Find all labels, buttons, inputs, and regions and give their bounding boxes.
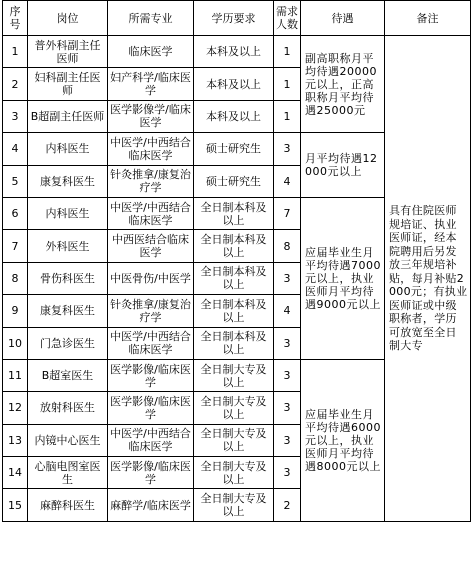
row-education: 全日制本科及以上 bbox=[194, 295, 274, 327]
row-no: 1 bbox=[3, 36, 28, 68]
row-count: 2 bbox=[274, 489, 301, 521]
row-major: 中医学/中西结合临床医学 bbox=[108, 197, 194, 229]
row-position: 康复科医生 bbox=[28, 165, 108, 197]
row-no: 4 bbox=[3, 133, 28, 165]
row-major: 医学影像/临床医学 bbox=[108, 359, 194, 391]
row-position: 内镜中心医生 bbox=[28, 424, 108, 456]
row-position: 门急诊医生 bbox=[28, 327, 108, 359]
row-count: 1 bbox=[274, 68, 301, 100]
row-position: 内科医生 bbox=[28, 133, 108, 165]
header-count: 需求人数 bbox=[274, 1, 301, 36]
row-no: 9 bbox=[3, 295, 28, 327]
row-education: 全日制本科及以上 bbox=[194, 262, 274, 294]
row-position: 外科医生 bbox=[28, 230, 108, 262]
row-education: 全日制大专及以上 bbox=[194, 489, 274, 521]
recruitment-table-container bbox=[2, 0, 471, 522]
table-row bbox=[3, 36, 471, 68]
row-education: 全日制本科及以上 bbox=[194, 327, 274, 359]
row-major: 中医学/中西结合临床医学 bbox=[108, 133, 194, 165]
row-education: 本科及以上 bbox=[194, 68, 274, 100]
row-major: 针灸推拿/康复治疗学 bbox=[108, 165, 194, 197]
row-no: 7 bbox=[3, 230, 28, 262]
row-no: 15 bbox=[3, 489, 28, 521]
row-education: 全日制大专及以上 bbox=[194, 424, 274, 456]
row-position: B超副主任医师 bbox=[28, 100, 108, 132]
row-major: 中医学/中西结合临床医学 bbox=[108, 424, 194, 456]
row-education: 全日制大专及以上 bbox=[194, 392, 274, 424]
recruitment-table bbox=[2, 0, 471, 522]
row-education: 全日制大专及以上 bbox=[194, 457, 274, 489]
row-no: 8 bbox=[3, 262, 28, 294]
row-education: 本科及以上 bbox=[194, 36, 274, 68]
row-major: 中医骨伤/中医学 bbox=[108, 262, 194, 294]
row-major: 医学影像/临床医学 bbox=[108, 457, 194, 489]
row-major: 医学影像学/临床医学 bbox=[108, 100, 194, 132]
header-major: 所需专业 bbox=[108, 1, 194, 36]
header-education: 学历要求 bbox=[194, 1, 274, 36]
row-major: 麻醉学/临床医学 bbox=[108, 489, 194, 521]
row-major: 临床医学 bbox=[108, 36, 194, 68]
row-no: 11 bbox=[3, 359, 28, 391]
row-no: 13 bbox=[3, 424, 28, 456]
row-no: 5 bbox=[3, 165, 28, 197]
row-count: 3 bbox=[274, 457, 301, 489]
row-count: 3 bbox=[274, 262, 301, 294]
row-position: 普外科副主任医师 bbox=[28, 36, 108, 68]
row-count: 1 bbox=[274, 100, 301, 132]
row-education: 全日制大专及以上 bbox=[194, 359, 274, 391]
row-count: 3 bbox=[274, 392, 301, 424]
row-major: 针灸推拿/康复治疗学 bbox=[108, 295, 194, 327]
salary-group-3: 应届毕业生月平均待遇7000元以上，执业医师月平均待遇9000元以上 bbox=[301, 197, 385, 359]
row-position: 内科医生 bbox=[28, 197, 108, 229]
row-count: 3 bbox=[274, 424, 301, 456]
row-count: 7 bbox=[274, 197, 301, 229]
row-count: 8 bbox=[274, 230, 301, 262]
row-major: 妇产科学/临床医学 bbox=[108, 68, 194, 100]
row-no: 10 bbox=[3, 327, 28, 359]
row-education: 全日制本科及以上 bbox=[194, 197, 274, 229]
row-no: 6 bbox=[3, 197, 28, 229]
row-education: 本科及以上 bbox=[194, 100, 274, 132]
row-count: 3 bbox=[274, 327, 301, 359]
row-no: 2 bbox=[3, 68, 28, 100]
row-major: 中医学/中西结合临床医学 bbox=[108, 327, 194, 359]
row-education: 全日制本科及以上 bbox=[194, 230, 274, 262]
header-salary: 待遇 bbox=[301, 1, 385, 36]
row-count: 1 bbox=[274, 36, 301, 68]
row-major: 医学影像/临床医学 bbox=[108, 392, 194, 424]
header-no: 序号 bbox=[3, 1, 28, 36]
salary-group-2: 月平均待遇12000元以上 bbox=[301, 133, 385, 198]
row-position: 放射科医生 bbox=[28, 392, 108, 424]
row-position: 心脑电图室医生 bbox=[28, 457, 108, 489]
row-count: 3 bbox=[274, 133, 301, 165]
row-position: 骨伤科医生 bbox=[28, 262, 108, 294]
row-position: B超室医生 bbox=[28, 359, 108, 391]
row-no: 12 bbox=[3, 392, 28, 424]
row-no: 3 bbox=[3, 100, 28, 132]
row-education: 硕士研究生 bbox=[194, 133, 274, 165]
row-position: 妇科副主任医师 bbox=[28, 68, 108, 100]
remarks-cell: 具有住院医师规培证、执业医师证，经本院聘用后另发放三年规培补贴，每月补贴2000元；有执业医师证或中级职称者，学历可放宽至全日制大专 bbox=[385, 36, 471, 522]
row-count: 3 bbox=[274, 359, 301, 391]
salary-group-4: 应届毕业生月平均待遇6000元以上，执业医师月平均待遇8000元以上 bbox=[301, 359, 385, 521]
row-position: 麻醉科医生 bbox=[28, 489, 108, 521]
row-count: 4 bbox=[274, 165, 301, 197]
header-position: 岗位 bbox=[28, 1, 108, 36]
header-remarks: 备注 bbox=[385, 1, 471, 36]
row-major: 中西医结合临床医学 bbox=[108, 230, 194, 262]
salary-group-1: 副高职称月平均待遇20000元以上，正高职称月平均待遇25000元 bbox=[301, 36, 385, 133]
header-row bbox=[3, 1, 471, 36]
row-count: 4 bbox=[274, 295, 301, 327]
row-no: 14 bbox=[3, 457, 28, 489]
row-position: 康复科医生 bbox=[28, 295, 108, 327]
row-education: 硕士研究生 bbox=[194, 165, 274, 197]
